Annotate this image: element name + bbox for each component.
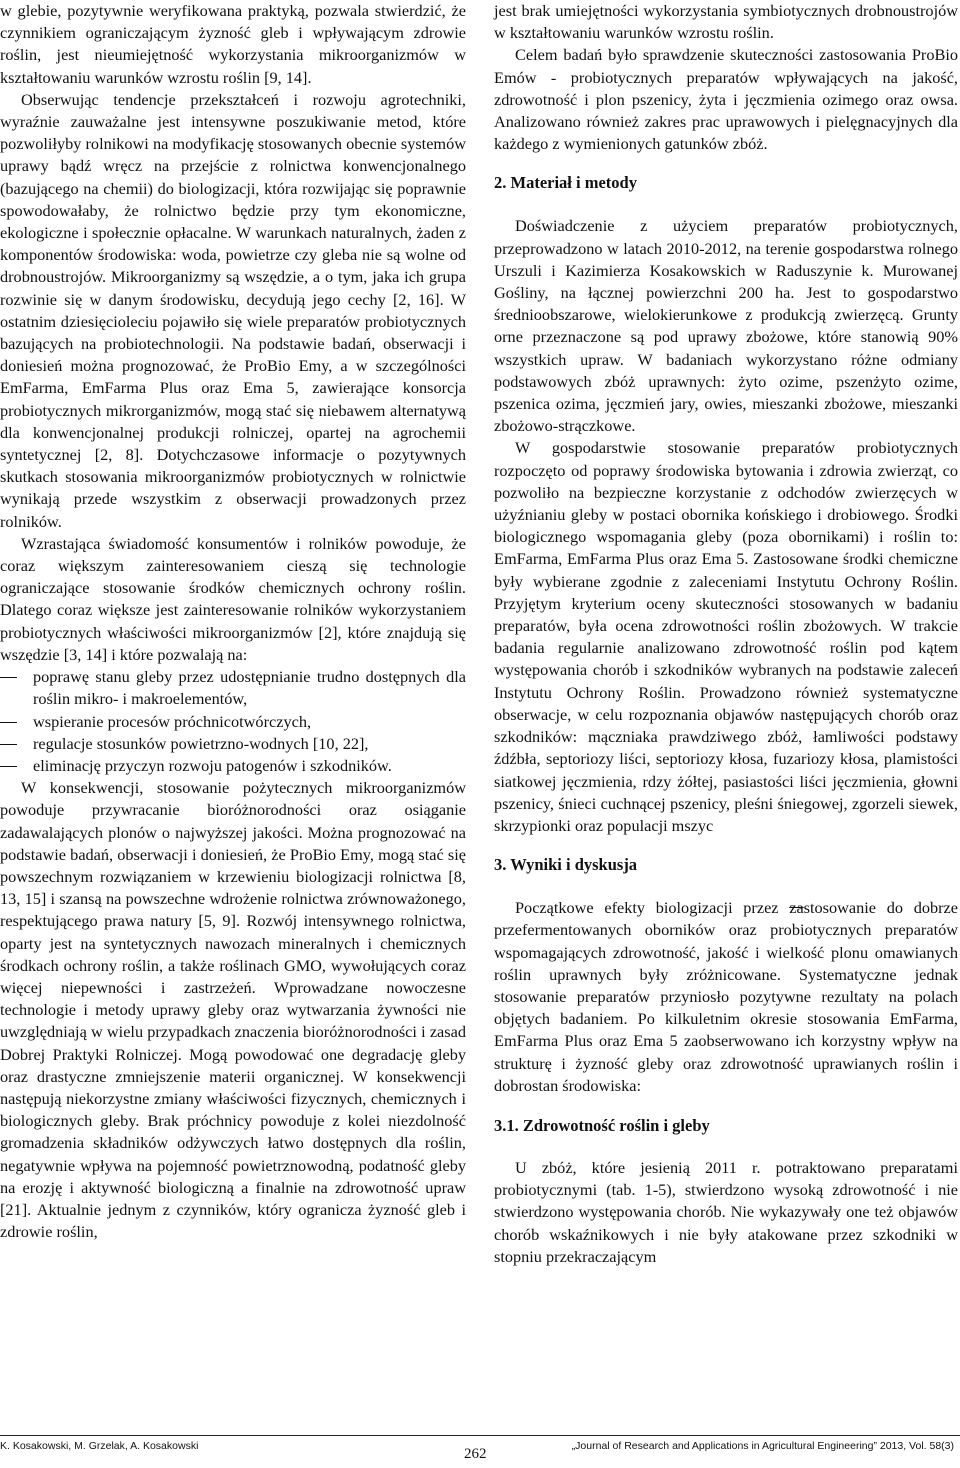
footer-authors: K. Kosakowski, M. Grzelak, A. Kosakowski [0,1440,199,1452]
struck-text: za [789,898,804,918]
bullet-list [0,666,466,777]
paragraph: Doświadczenie z użyciem preparatów probiotycznych, przeprowadzono w latach 2010-2012, na terenie gospodarstwa rolnego Urszuli i Kazimierza Kosakowskich w Raduszynie k. Murowanej Gośliny, na łącznej powierzchni 200 ha. Jest to gospodarstwo średnioobszarowe, wielokierunkowe z produkcją zwierzęcą. Grunty orne przeznaczone są pod uprawy zbożowe, które stanowią 90% wszystkich upraw. W badaniach wykorzystano różne odmiany podstawowych zbóż uprawnych: żyto ozime, pszenżyto ozime, pszenica ozima, jęczmień jary, owies, mieszanki zbożowe, mieszanki zbożowo-strączkowe. [494,216,958,436]
list-item: wspieranie procesów próchnicotwórczych, [0,711,466,733]
right-column [494,0,958,1268]
list-item: eliminację przyczyn rozwoju patogenów i szkodników. [0,755,466,777]
subsection-heading: 3.1. Zdrowotność roślin i gleby [494,1115,710,1135]
paragraph: W konsekwencji, stosowanie pożytecznych mikroorganizmów powoduje przywracanie bioróżnorodności oraz osiąganie zadawalających plonów o najwyższej jakości. Można prognozować na podstawie badań, obserwacji i doniesień, że ProBio Emy, mogą stać się powszechnym rozwiązaniem w krzewieniu biologizacji rolnictwa [8, 13, 15] i szansą na powszechne wdrożenie rolnictwa zrównoważonego, respektującego prawa natury [5, 9]. Rozwój intensywnego rolnictwa, oparty jest na syntetycznych nawozach mineralnych i chemicznych środkach ochrony roślin, a także roślinach GMO, wywołujących coraz więcej niepewności i zastrzeżeń. Wprowadzane nowoczesne technologie i metody uprawy gleby oraz wytwarzania żywności nie uwzględniają w wielu przypadkach znaczenia bioróżnorodności i zasad Dobrej Praktyki Rolniczej. Mogą powodować one degradację gleby oraz drastyczne zmniejszenie materii organicznej. W konsekwencji następują niekorzystne zmiany właściwości fizycznych, chemicznych i biologicznych gleby. Brak próchnicy powoduje z kolei niezdolność gromadzenia składników odżywczych łatwo dostępnych dla roślin, negatywnie wpływa na pojemność powietrznowodną, podatność gleby na erozję i aktywność biologiczną a finalnie na zdrowotność upraw [21]. Aktualnie jednym z czynników, który ogranicza żyzność gleb i zdrowie roślin, [0,778,466,1242]
paragraph: W gospodarstwie stosowanie preparatów probiotycznych rozpoczęto od poprawy środowiska bytowania i zdrowia zwierząt, co pozwoliło na bezpieczne korzystanie z odchodów zwierzęcych w użyźnianiu gleby w postaci obornika końskiego i drobiowego. Środki biologicznego wspomagania gleby (poza obornikami) i roślin to: EmFarma, EmFarma Plus oraz Ema 5. Zastosowane środki chemiczne były wybierane zgodnie z zaleceniami Instytutu Ochrony Roślin. Przyjętym kryterium oceny skuteczności stosowanych w badaniu preparatów, była ocena zdrowotności roślin zbożowych. W trakcie badania regularnie analizowano zdrowotność roślin pod kątem występowania chorób i szkodników wybranych na podstawie zaleceń Instytutu Ochrony Roślin. Prowadzono również systematyczne obserwacje, w celu rozpoznania objawów następujących chorób oraz szkodników: mączniaka prawdziwego zbóż, łamliwości podstawy źdźbła, septoriozy liści, septoriozy kłosa, fuzariozy kłosa, plamistości siatkowej jęczmienia, rdzy żółtej, pasiastości liści jęczmienia, głowni pszenicy, śnieci cuchnącej pszenicy, pleśni śniegowej, zgorzeli siewek, skrzypionki oraz populacji mszyc [494,438,958,835]
page-number: 262 [464,1446,487,1462]
list-item: regulacje stosunków powietrzno-wodnych [10, 22], [0,733,466,755]
paragraph: U zbóż, które jesienią 2011 r. potraktowano preparatami probiotycznymi (tab. 1-5), stwierdzono wysoką zdrowotność i nie stwierdzono występowania chorób. Nie wykazywały one też objawów chorób wskaźnikowych i nie były atakowane przez szkodniki w stopniu przekraczającym [494,1157,958,1266]
paragraph [494,897,958,1097]
paragraph: jest brak umiejętności wykorzystania symbiotycznych drobnoustrojów w kształtowaniu warunków wzrostu roślin. [494,1,958,43]
list-item: poprawę stanu gleby przez udostępnianie trudno dostępnych dla roślin mikro- i makroelementów, [0,666,466,710]
paragraph: Obserwując tendencje przekształceń i rozwoju agrotechniki, wyraźnie zauważalne jest intensywne poszukiwanie metod, które pozwoliłyby rolnikowi na modyfikację stosowanych obecnie systemów uprawy bądź wręcz na przejście z rolnictwa konwencjonalnego (bazującego na chemii) do biologizacji, która rozwijając się poprawnie spowodowałaby, że rolnictwo będzie przy tym ekonomiczne, ekologiczne i społecznie opłacalne. W warunkach naturalnych, żaden z komponentów środowiska: woda, powietrze czy gleba nie są wolne od drobnoustrojów. Mikroorganizmy są wszędzie, a o tym, jaka ich grupa rozwinie się w danym środowisku, decydują jego cechy [2, 16]. W ostatnim dziesięcioleciu pojawiło się wiele preparatów probiotycznych bazujących na probiotechnologii. Na podstawie badań, obserwacji i doniesień można prognozować, że ProBio Emy, a w szczególności EmFarma, EmFarma Plus oraz Ema 5, zawierające konsorcja probiotycznych mikrorganizmów, mogą stać się niebawem alternatywą dla konwencjonalnej produkcji rolniczej, opartej na agrochemii syntetycznej [2, 8]. Dotychczasowe informacje o pozytywnych skutkach stosowania mikroorganizmów probiotycznych w rolnictwie wynikają przede wszystkim z obserwacji prowadzonych przez rolników. [0,89,466,531]
text-span: stosowanie do dobrze przefermentowanych oborników oraz probiotycznych preparatów wspomagających zdrowotność, jakość i wielkość plonu omawianych roślin uprawnych były zróżnicowane. Systematyczne jednak stosowanie preparatów przyniosło pozytywne rezultaty na polach objętych badaniem. Po kilkuletnim okresie stosowania EmFarma, EmFarma Plus oraz Ema 5 zaobserwowano ich korzystny wpływ na strukturę i żyzność gleby oraz zdrowotność uprawianych roślin i dobrostan środowiska: [494,898,958,1095]
paragraph: Celem badań było sprawdzenie skuteczności zastosowania ProBio Emów - probiotycznych preparatów wpływających na jakość, zdrowotność i plon pszenicy, żyta i jęczmienia ozimego oraz owsa. Analizowano również zakres prac uprawowych i pielęgnacyjnych dla każdego z wymienionych gatunków zbóż. [494,45,958,154]
left-column [0,0,466,1243]
section-heading: 2. Materiał i metody [494,173,637,193]
section-heading: 3. Wyniki i dyskusja [494,855,638,875]
paragraph: w glebie, pozytywnie weryfikowana praktyką, pozwala stwierdzić, że czynnikiem ograniczającym żyzność gleb i wpływającym zdrowie roślin, jest nieumiejętność wykorzystania mikroorganizmów w kształtowaniu warunków wzrostu roślin [9, 14]. [0,1,466,87]
footer-journal: „Journal of Research and Applications in Agricultural Engineering” 2013, Vol. 58(3) [571,1440,954,1452]
paragraph: Wzrastająca świadomość konsumentów i rolników powoduje, że coraz większym zainteresowaniem cieszą się technologie ograniczające stosowanie środków chemicznych ochrony roślin. Dlatego coraz większe jest zainteresowanie rolników wykorzystaniem probiotycznych właściwości mikroorganizmów [2], które znajdują się wszędzie [3, 14] i które pozwalają na: [0,533,466,664]
text-span: Początkowe efekty biologizacji przez [515,898,790,918]
footer-rule [0,1435,960,1436]
